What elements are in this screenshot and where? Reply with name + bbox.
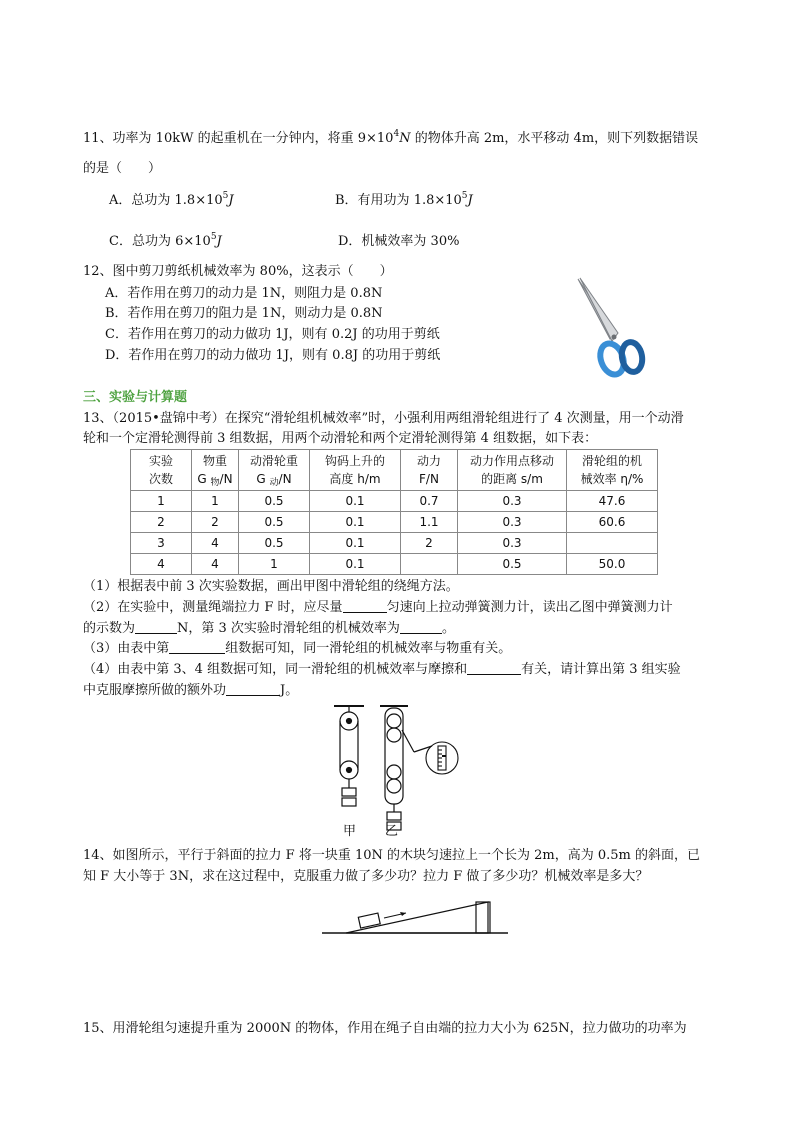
q13-part2-line2: 的示数为 N，第 3 次实验时滑轮组的机械效率为 。 — [83, 621, 455, 636]
table-cell: 47.6 — [567, 491, 658, 512]
table-cell: 2 — [192, 512, 239, 533]
q11-stem — [83, 130, 698, 148]
pulley-system-yi — [380, 706, 432, 830]
answer-blank[interactable] — [135, 619, 177, 634]
q11-stem-text-2: 的物体升高 2m，水平移动 4m，则下列数据错误 — [410, 131, 699, 146]
table-cell: 0.5 — [239, 512, 310, 533]
q12-option-b: B．若作用在剪刀的阻力是 1N，则动力是 0.8N — [105, 306, 383, 321]
table-cell: 0.1 — [310, 554, 401, 575]
table-cell: 2 — [401, 533, 458, 554]
q11-option-d: D．机械效率为 30% — [338, 234, 460, 249]
q11-option-c: C．总功为 $6\times 10^5J$ — [109, 232, 222, 249]
q13-part1: （1）根据表中前 3 次实验数据，画出甲图中滑轮组的绕绳方法。 — [83, 579, 459, 594]
section-title: 三、实验与计算题 — [83, 390, 188, 405]
table-cell: 0.5 — [239, 533, 310, 554]
table-header-cell: 动力 F/N — [401, 450, 458, 491]
table-header-row — [131, 450, 658, 491]
table-cell: 50.0 — [567, 554, 658, 575]
table-cell: 0.5 — [239, 491, 310, 512]
table-header-cell: 动滑轮重 G $_动$/N — [239, 450, 310, 491]
table-cell: 0.7 — [401, 491, 458, 512]
q13-stem-line2: 轮和一个定滑轮测得前 3 组数据，用两个动滑轮和两个定滑轮测得第 4 组数据，如下表： — [83, 431, 598, 446]
q12-stem: 12、图中剪刀剪纸机械效率为 80%，这表示（ ） — [83, 264, 393, 279]
table-row — [131, 554, 658, 575]
scissors-handles — [596, 340, 644, 378]
table-cell: 0.1 — [310, 491, 401, 512]
q14-line2: 知 F 大小等于 3N，求在这过程中，克服重力做了多少功？拉力 F 做了多少功？机械效率是多大？ — [83, 869, 649, 884]
table-cell: 0.3 — [458, 491, 567, 512]
q13-part4-line1: （4）由表中第 3、4 组数据可知，同一滑轮组的机械效率与摩擦和 有关，请计算出第 3 组实验 — [83, 662, 681, 677]
answer-blank[interactable] — [400, 619, 442, 634]
table-cell: 4 — [192, 533, 239, 554]
q12-option-a: A．若作用在剪刀的动力是 1N，则阻力是 0.8N — [105, 286, 383, 301]
q14-line1: 14、如图所示，平行于斜面的拉力 F 将一块重 10N 的木块匀速拉上一个长为 2m，高为 0.5m 的斜面，已 — [83, 848, 701, 863]
answer-blank[interactable] — [226, 681, 280, 696]
q11-stem-line2: 的是（ ） — [83, 161, 162, 176]
table-header-cell: 动力作用点移动 的距离 s/m — [458, 450, 567, 491]
q11-stem-text-1: 11、功率为 10kW 的起重机在一分钟内，将重 — [83, 131, 358, 146]
pulley-system-jia — [334, 706, 364, 806]
q12-option-c: C．若作用在剪刀的动力做功 1J，则有 0.2J 的功用于剪纸 — [105, 327, 440, 342]
figure-label-yi: 乙 — [385, 824, 399, 839]
experiment-table — [130, 449, 658, 575]
table-header-cell: 物重 G $_物$/N — [192, 450, 239, 491]
table-cell: 1 — [192, 491, 239, 512]
table-cell: 0.5 — [458, 554, 567, 575]
q13-stem-line1: 13、（2015•盘锦中考）在探究“滑轮组机械效率”时，小强利用两组滑轮组进行了 4 次测量，用一个动滑 — [83, 411, 684, 426]
table-header-cell: 钩码上升的 高度 h/m — [310, 450, 401, 491]
table-cell: 1 — [239, 554, 310, 575]
q12-option-d: D．若作用在剪刀的动力做功 1J，则有 0.8J 的功用于剪纸 — [105, 348, 441, 363]
answer-blank[interactable] — [343, 598, 387, 613]
q13-part4-line2: 中克服摩擦所做的额外功 J。 — [83, 683, 299, 698]
table-cell: 0.1 — [310, 533, 401, 554]
q13-part3: （3）由表中第 组数据可知，同一滑轮组的机械效率与物重有关。 — [83, 641, 512, 656]
table-header-cell: 滑轮组的机 械效率 η/% — [567, 450, 658, 491]
table-cell: 3 — [131, 533, 192, 554]
table-cell: 0.1 — [310, 512, 401, 533]
table-cell: 1 — [131, 491, 192, 512]
answer-blank[interactable] — [169, 639, 225, 654]
q11-weight: $9\times 10^4N$ — [357, 129, 411, 146]
table-row — [131, 512, 658, 533]
table-row — [131, 491, 658, 512]
q15-line1: 15、用滑轮组匀速提升重为 2000N 的物体，作用在绳子自由端的拉力大小为 625N，拉力做功的功率为 — [83, 1021, 687, 1036]
q11-option-a: A．总功为 $1.8\times 10^5J$ — [109, 191, 234, 208]
table-row — [131, 533, 658, 554]
table-cell — [401, 554, 458, 575]
table-cell: 0.3 — [458, 512, 567, 533]
q11-option-b: B．有用功为 $1.8\times 10^5J$ — [335, 191, 473, 208]
table-cell: 4 — [131, 554, 192, 575]
scissors-image — [572, 275, 650, 383]
pulley-figures — [328, 702, 466, 842]
table-cell — [567, 533, 658, 554]
answer-blank[interactable] — [467, 660, 521, 675]
scissors-blades — [578, 278, 618, 341]
table-cell: 4 — [192, 554, 239, 575]
table-cell: 2 — [131, 512, 192, 533]
q13-part2-line1: （2）在实验中，测量绳端拉力 F 时，应尽量 匀速向上拉动弹簧测力计，读出乙图中弹簧测力计 — [83, 600, 673, 615]
incline-figure — [318, 888, 512, 938]
table-cell: 0.3 — [458, 533, 567, 554]
spring-scale-zoom — [426, 742, 458, 774]
table-cell: 60.6 — [567, 512, 658, 533]
figure-label-jia: 甲 — [343, 824, 357, 839]
table-header-cell: 实验 次数 — [131, 450, 192, 491]
table-cell: 1.1 — [401, 512, 458, 533]
